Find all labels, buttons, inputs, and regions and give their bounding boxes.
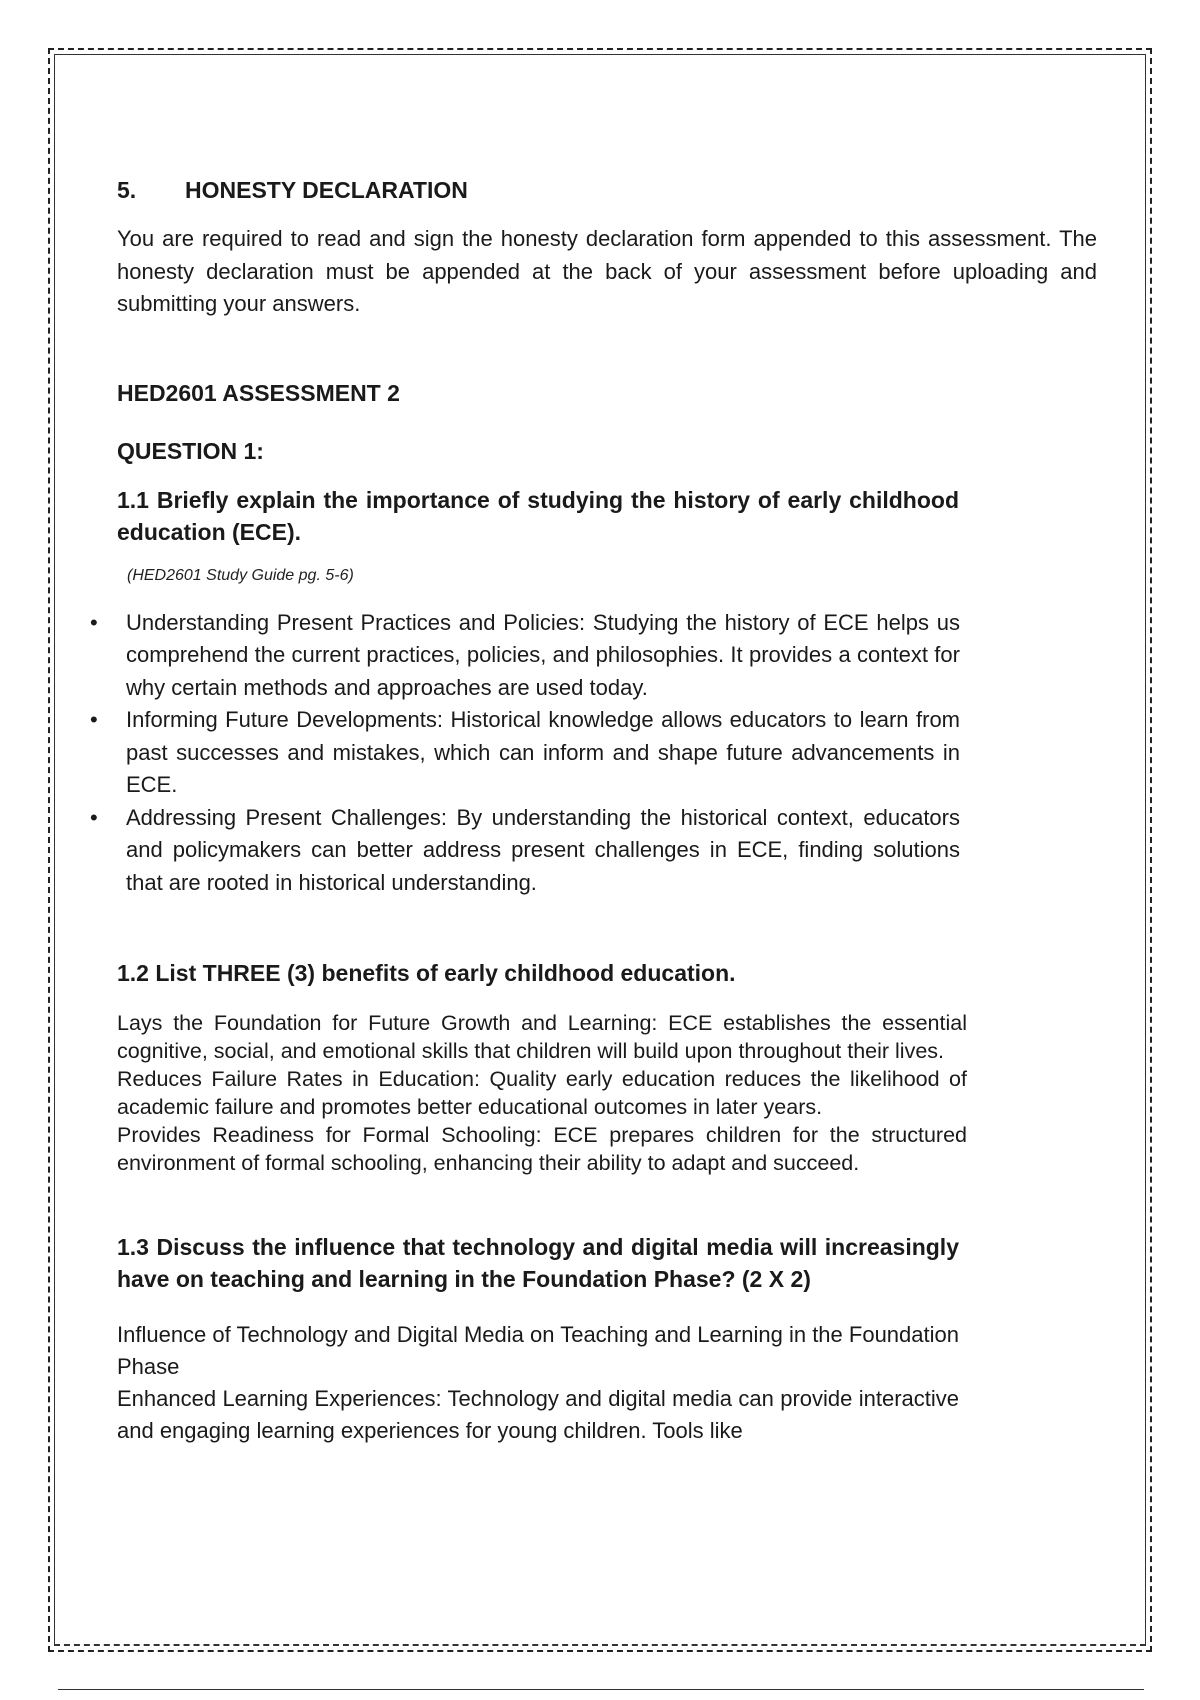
honesty-declaration-text: You are required to read and sign the honesty declaration form appended to this assessment. The honesty declaration must be appended at the back of your assessment before uploading and submitting your answers. (117, 226, 1097, 316)
bullet-icon: • (90, 609, 98, 635)
section-title: HONESTY DECLARATION (185, 177, 468, 203)
list-item (90, 607, 960, 705)
list-item-text: Understanding Present Practices and Policies: Studying the history of ECE helps us comprehend the current practices, policies, and philosophies. It provides a context for why certain methods and approaches are used today. (126, 609, 960, 700)
footer-rule (58, 1689, 1144, 1690)
question-1-3-answer (117, 1319, 959, 1447)
document-content (90, 174, 1097, 1447)
answer-heading: Influence of Technology and Digital Media on Teaching and Learning in the Foundation Phase (117, 1322, 959, 1379)
question-1-3-prompt: 1.3 Discuss the influence that technology and digital media will increasingly have on teaching and learning in the Foundation Phase? (2 X 2) (117, 1234, 959, 1292)
bullet-icon: • (90, 804, 98, 830)
list-item (90, 704, 960, 802)
question-1-1-answer-list (90, 607, 960, 900)
list-item (90, 802, 960, 900)
section-5-heading (117, 174, 1097, 206)
study-guide-reference: (HED2601 Study Guide pg. 5-6) (127, 566, 354, 584)
section-number: 5. (117, 177, 137, 203)
benefit-item: Provides Readiness for Formal Schooling: ECE prepares children for the structured environment of formal schooling, enhancing their ability to adapt and succeed. (117, 1123, 967, 1175)
list-item-text: Informing Future Developments: Historical knowledge allows educators to learn from past successes and mistakes, which can inform and shape future advancements in ECE. (126, 707, 960, 797)
list-item-text: Addressing Present Challenges: By understanding the historical context, educators and policymakers can better address present challenges in ECE, finding solutions that are rooted in historical understanding. (126, 804, 960, 895)
question-1-2-answers (117, 1009, 967, 1177)
question-1-1-prompt: 1.1 Briefly explain the importance of studying the history of early childhood education (ECE). (117, 486, 959, 545)
answer-body: Enhanced Learning Experiences: Technology and digital media can provide interactive and engaging learning experiences for young children. Tools like (117, 1386, 959, 1443)
benefit-item: Reduces Failure Rates in Education: Quality early education reduces the likelihood of academic failure and promotes better educational outcomes in later years. (117, 1067, 967, 1119)
question-1-label: QUESTION 1: (117, 437, 264, 464)
bullet-icon: • (90, 707, 98, 732)
benefit-item: Lays the Foundation for Future Growth and Learning: ECE establishes the essential cognitive, social, and emotional skills that children will build upon throughout their lives. (117, 1011, 967, 1063)
question-1-2-prompt: 1.2 List THREE (3) benefits of early childhood education. (117, 960, 736, 986)
assessment-title: HED2601 ASSESSMENT 2 (117, 379, 400, 406)
